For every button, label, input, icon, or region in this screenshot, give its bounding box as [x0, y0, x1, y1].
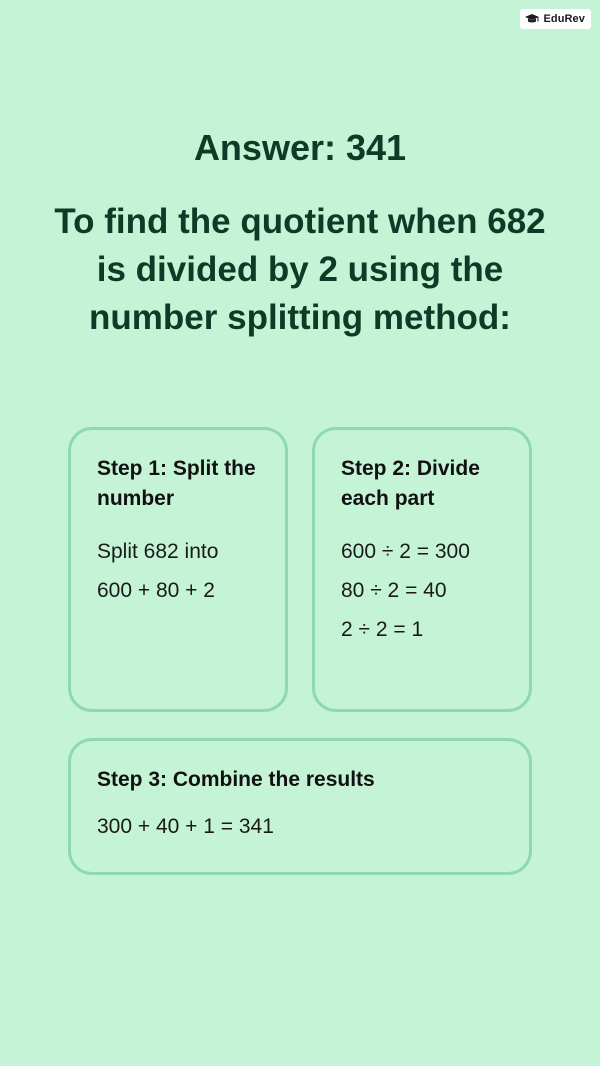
- step-3-card: [68, 738, 532, 875]
- step-1-card: [68, 427, 288, 712]
- step-1-title: Step 1: Split the number: [97, 457, 256, 510]
- step-2-title: Step 2: Divide each part: [341, 457, 480, 510]
- edurev-logo[interactable]: [520, 9, 591, 29]
- step-2-line-1: 600 ÷ 2 = 300: [341, 540, 470, 563]
- step-2-card: [312, 427, 532, 712]
- step-3-line: 300 + 40 + 1 = 341: [97, 815, 274, 838]
- intro-heading: To find the quotient when 682 is divided by 2 using the number splitting method:: [54, 202, 546, 337]
- step-3-title: Step 3: Combine the results: [97, 768, 375, 791]
- graduation-cap-icon: [524, 13, 540, 25]
- step-1-line: Split 682 into 600 + 80 + 2: [97, 540, 219, 602]
- answer-heading: Answer: 341: [193, 127, 407, 168]
- step-2-line-2: 80 ÷ 2 = 40: [341, 579, 447, 602]
- brand-name: EduRev: [543, 13, 585, 25]
- step-2-line-3: 2 ÷ 2 = 1: [341, 618, 424, 641]
